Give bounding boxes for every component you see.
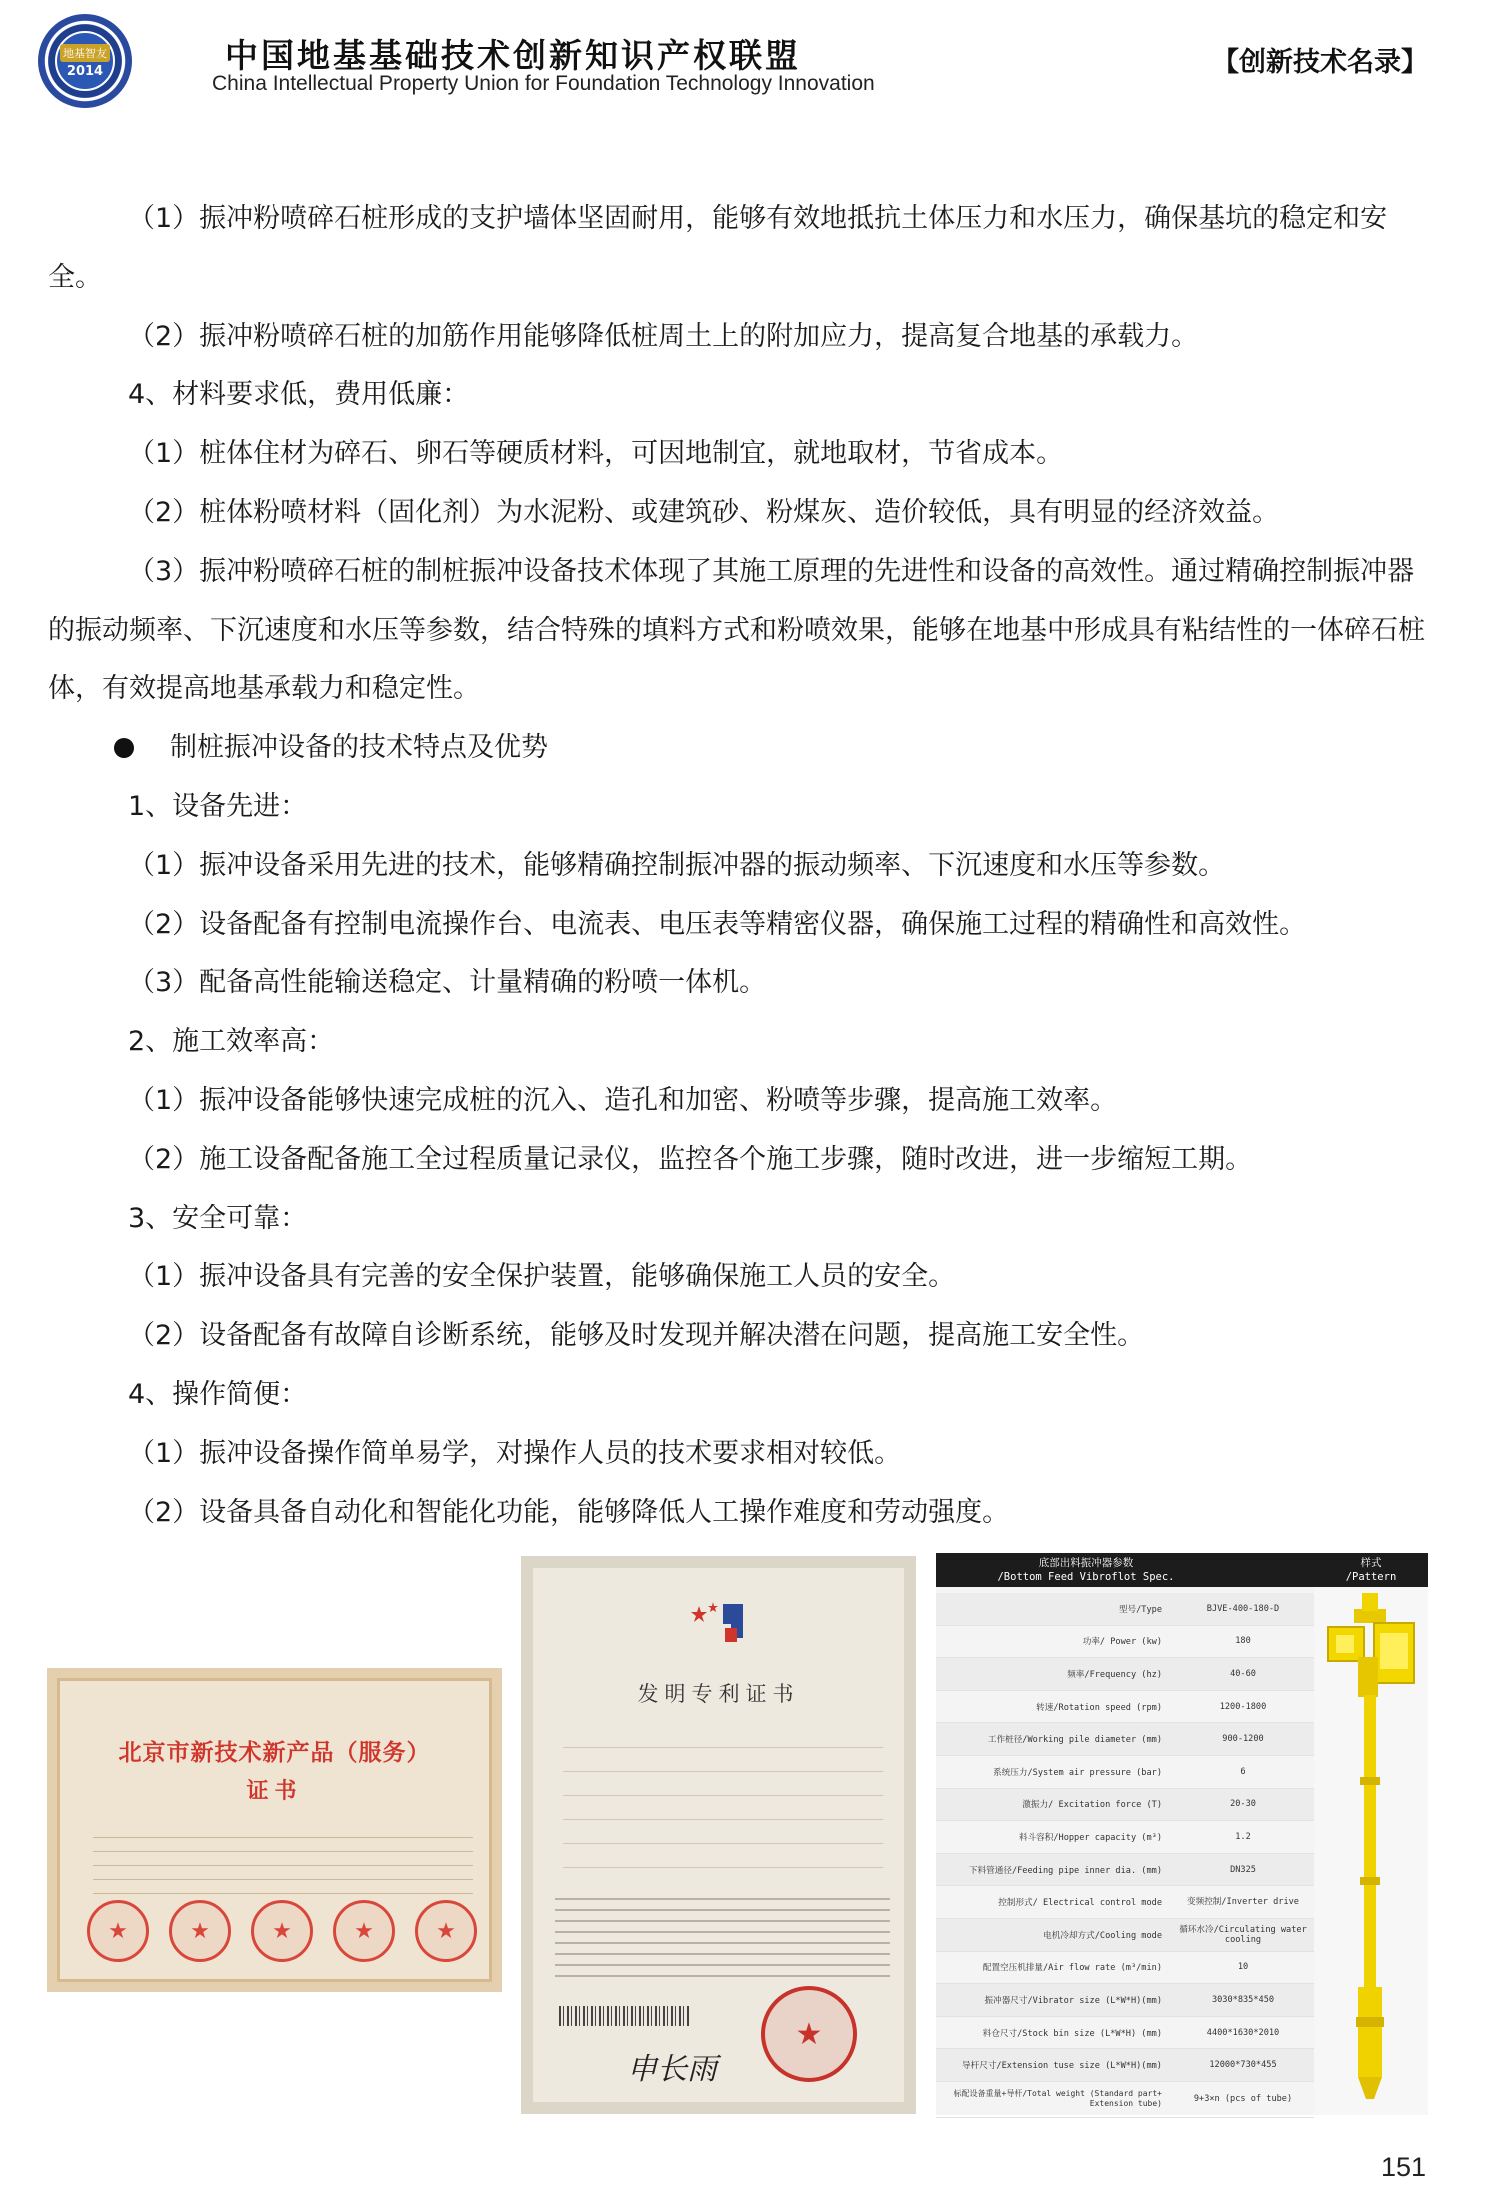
director-signature: 申长雨: [627, 2052, 717, 2087]
paragraph: （1）振冲粉喷碎石桩形成的支护墙体坚固耐用，能够有效地抵抗土体压力和水压力，确保基坑的稳定和安全。: [48, 203, 1388, 293]
section-tag: 【创新技术名录】: [1212, 47, 1428, 78]
spec-key: 激振力/ Excitation force (T): [1022, 1800, 1162, 1811]
text-line: [555, 1920, 890, 1922]
bullet-icon: [114, 738, 134, 758]
text-line: [563, 1820, 883, 1844]
certificate-fields: [563, 1724, 883, 1868]
spec-key: 下料管通径/Feeding pipe inner dia. (mm): [968, 1865, 1162, 1876]
spec-key: 配置空压机排量/Air flow rate (m³/min): [982, 1963, 1162, 1974]
page-header: [0, 0, 1500, 120]
seal-icon: ★: [333, 1900, 395, 1962]
subheading: 1、设备先进：: [128, 790, 308, 822]
spec-value: 10: [1237, 1962, 1249, 1973]
spec-value: 4400*1630*2010: [1206, 2027, 1280, 2038]
union-title-en: China Intellectual Property Union for Foundation Technology Innovation: [212, 72, 875, 95]
seal-icon: ★: [169, 1900, 231, 1962]
table-row: [936, 2049, 1314, 2082]
paragraph: （2）设备具备自动化和智能化功能，能够降低人工操作难度和劳动强度。: [128, 1496, 1010, 1528]
paragraph: （1）振冲设备能够快速完成桩的沉入、造孔和加密、粉喷等步骤，提高施工效率。: [128, 1084, 1118, 1116]
table-row: [936, 1789, 1314, 1822]
text-line: [555, 1975, 890, 1977]
paragraph: （1）桩体住材为碎石、卵石等硬质材料，可因地制宜，就地取材，节省成本。: [128, 438, 1064, 470]
table-row: [936, 1691, 1314, 1724]
seal-icon: ★: [251, 1900, 313, 1962]
paragraph: （3）振冲粉喷碎石桩的制桩振冲设备技术体现了其施工原理的先进性和设备的高效性。通过精确控制振冲器的振动频率、下沉速度和水压等参数，结合特殊的填料方式和粉喷效果，能够在地基中形成具有粘结性的一体碎石桩体，有效提高地基承载力和稳定性。: [48, 555, 1425, 705]
text-line: [555, 1964, 890, 1966]
text-line: [563, 1748, 883, 1772]
vibroflot-spec-table: [936, 1553, 1428, 2115]
spec-key: 频率/Frequency (hz): [1067, 1669, 1162, 1680]
vibroflot-illustration: [1314, 1587, 1428, 2115]
table-row: [936, 1756, 1314, 1789]
logo-year: 2014: [66, 63, 104, 79]
spec-value: 9+3×n (pcs of tube): [1193, 2094, 1293, 2105]
patent-office-emblem-icon: [685, 1598, 753, 1644]
certificate-body-text: [555, 1898, 890, 1986]
barcode-icon: [559, 2006, 689, 2026]
bullet-heading-text: 制桩振冲设备的技术特点及优势: [170, 732, 548, 764]
spec-key: 导杆尺寸/Extension tuse size (L*W*H)(mm): [962, 2061, 1162, 2072]
spec-value: 1200-1800: [1219, 1701, 1267, 1712]
paragraph: （2）施工设备配备施工全过程质量记录仪，监控各个施工步骤，随时改进，进一步缩短工期。: [128, 1143, 1253, 1175]
spec-key: 工作桩径/Working pile diameter (mm): [987, 1735, 1162, 1746]
table-row: [936, 1984, 1314, 2017]
table-row: [936, 1626, 1314, 1659]
text-line: [555, 1909, 890, 1911]
text-line: [563, 1796, 883, 1820]
text-line: [93, 1838, 473, 1852]
paragraph: （3）配备高性能输送稳定、计量精确的粉喷一体机。: [128, 967, 767, 999]
subheading: 3、安全可靠：: [128, 1202, 308, 1234]
page-number: 151: [1380, 2152, 1426, 2182]
text-line: [93, 1824, 473, 1838]
text-line: [555, 1898, 890, 1900]
paragraph: （1）振冲设备具有完善的安全保护装置，能够确保施工人员的安全。: [128, 1261, 956, 1293]
text-line: [93, 1852, 473, 1866]
spec-key: 型号/Type: [1118, 1604, 1162, 1615]
table-row: [936, 2017, 1314, 2050]
seal-row: [87, 1900, 477, 1962]
logo-emblem: [55, 31, 115, 91]
certificate-title: 发明专利证书: [637, 1682, 800, 1706]
text-line: [555, 1931, 890, 1933]
paragraph: （2）设备配备有故障自诊断系统，能够及时发现并解决潜在问题，提高施工安全性。: [128, 1320, 1145, 1352]
spec-value: 180: [1235, 1636, 1251, 1647]
spec-key: 系统压力/System air pressure (bar): [993, 1767, 1162, 1778]
spec-header-pattern: 样式 /Pattern: [1345, 1557, 1397, 1583]
text-line: [563, 1844, 883, 1868]
spec-key: 振冲器尺寸/Vibrator size (L*W*H)(mm): [984, 1995, 1162, 2006]
spec-value: 900-1200: [1222, 1734, 1264, 1745]
paragraph: （1）振冲设备采用先进的技术，能够精确控制振冲器的振动频率、下沉速度和水压等参数。: [128, 849, 1226, 881]
table-row: [936, 1658, 1314, 1691]
bullet-heading: [48, 719, 1428, 778]
spec-header-title: 底部出料振冲器参数 /Bottom Feed Vibroflot Spec.: [997, 1557, 1175, 1583]
spec-value: 变频控制/Inverter drive: [1187, 1897, 1299, 1908]
spec-key: 料仓尺寸/Stock bin size (L*W*H) (mm): [982, 2028, 1162, 2039]
logo-text: 地基智友: [60, 44, 110, 62]
paragraph: （2）振冲粉喷碎石桩的加筋作用能够降低桩周土上的附加应力，提高复合地基的承载力。: [128, 320, 1199, 352]
subheading: 4、材料要求低，费用低廉：: [128, 379, 470, 411]
table-row: [936, 1723, 1314, 1756]
spec-value: BJVE-400-180-D: [1206, 1603, 1280, 1614]
spec-value: 40-60: [1230, 1668, 1256, 1679]
text-line: [563, 1772, 883, 1796]
seal-icon: ★: [87, 1900, 149, 1962]
table-row: [936, 1952, 1314, 1985]
certificate-title: 北京市新技术新产品（服务）: [118, 1740, 431, 1766]
paragraph: （1）振冲设备操作简单易学，对操作人员的技术要求相对较低。: [128, 1437, 902, 1469]
vibroflot-machine-icon: [1314, 1587, 1428, 2115]
text-line: [555, 1942, 890, 1944]
table-row: [936, 1593, 1314, 1626]
seal-icon: ★: [761, 1986, 857, 2082]
table-row: [936, 2082, 1314, 2118]
seal-icon: ★: [415, 1900, 477, 1962]
text-line: [555, 1953, 890, 1955]
union-logo: [38, 14, 132, 108]
invention-patent-certificate-image: [521, 1556, 916, 2114]
subheading: 4、操作简便：: [128, 1378, 308, 1410]
table-row: [936, 1919, 1314, 1952]
spec-value: 6: [1240, 1766, 1246, 1777]
table-row: [936, 1886, 1314, 1919]
spec-rows: [936, 1593, 1314, 2118]
spec-value: 循环水冷/Circulating water cooling: [1179, 1924, 1307, 1945]
text-line: [93, 1866, 473, 1880]
certificate-subtitle: 证书: [246, 1779, 303, 1804]
spec-table-header: [936, 1553, 1428, 1587]
text-line: [563, 1724, 883, 1748]
table-row: [936, 1821, 1314, 1854]
spec-key: 标配设备重量+导杆/Total weight (Standard part+ Extension tube): [953, 2089, 1162, 2109]
spec-key: 控制形式/ Electrical control mode: [998, 1898, 1162, 1909]
table-row: [936, 1854, 1314, 1887]
spec-value: 3030*835*450: [1211, 1994, 1275, 2005]
paragraph: （2）桩体粉喷材料（固化剂）为水泥粉、或建筑砂、粉煤灰、造价较低，具有明显的经济效益。: [128, 496, 1280, 528]
spec-key: 转速/Rotation speed (rpm): [1036, 1702, 1162, 1713]
paragraph: （2）设备配备有控制电流操作台、电流表、电压表等精密仪器，确保施工过程的精确性和高效性。: [128, 908, 1307, 940]
spec-key: 电机冷却方式/Cooling mode: [1043, 1930, 1162, 1941]
beijing-new-tech-certificate-image: [47, 1668, 502, 1992]
spec-value: 1.2: [1235, 1831, 1251, 1842]
certificate-text-lines: [93, 1824, 473, 1894]
spec-key: 料斗容积/Hopper capacity (m³): [1018, 1832, 1162, 1843]
spec-value: DN325: [1230, 1864, 1256, 1875]
document-body: [48, 190, 1428, 1542]
text-line: [93, 1880, 473, 1894]
subheading: 2、施工效率高：: [128, 1026, 335, 1058]
union-title-cn: 中国地基基础技术创新知识产权联盟: [225, 36, 801, 75]
spec-value: 20-30: [1230, 1799, 1256, 1810]
spec-value: 12000*730*455: [1209, 2060, 1277, 2071]
spec-key: 功率/ Power (kw): [1082, 1637, 1162, 1648]
